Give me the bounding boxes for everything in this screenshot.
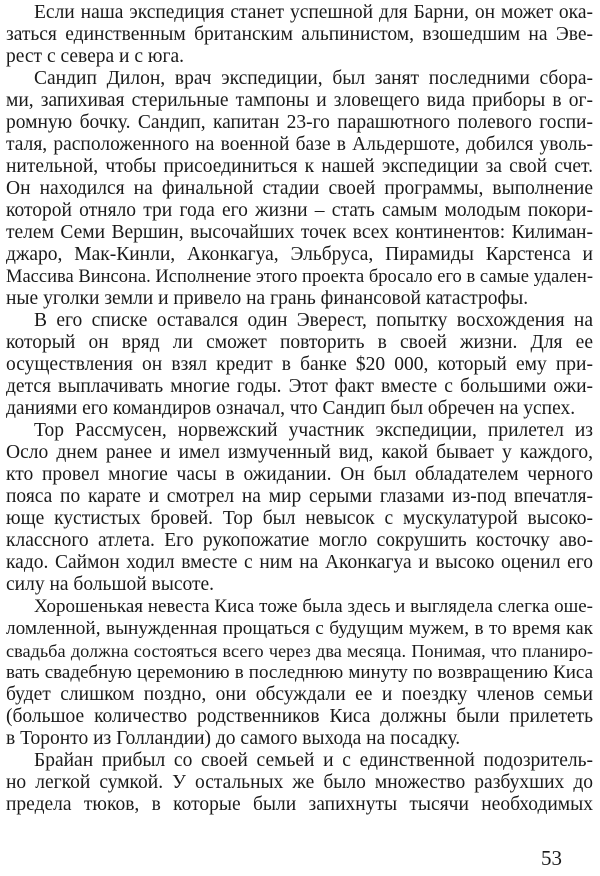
text-line: Осло днем ранее и имел измученный вид, какой бывает у каждого, (6, 442, 593, 463)
text-line: юще кустистых бровей. Тор был невысок с мускулатурой высоко- (6, 508, 593, 529)
text-line: будет слишком поздно, они обсуждали ее и поездку членов семьи (6, 684, 593, 705)
text-line: кто провел многие часы в ожидании. Он был обладателем черного (6, 464, 593, 485)
text-line: ми, запихивая стерильные тампоны и зловещего вида приборы в ог- (6, 90, 593, 111)
text-line: но легкой сумкой. У остальных же было множество разбухших до (6, 772, 593, 793)
text-line: ные уголки земли и привело на грань финансовой катастрофы. (6, 288, 529, 309)
text-line: В его списке оставался один Эверест, попытку восхождения на (34, 310, 593, 331)
text-line: Хорошенькая невеста Киса тоже была здесь и выглядела слегка ошe- (34, 596, 593, 617)
text-line: свадьба должна состояться всего через два месяца. Понимая, что планиро- (6, 641, 593, 661)
text-line: дется выплачивать многие годы. Этот факт вместе с большими ожи- (6, 376, 593, 397)
text-line: таля, расположенного на военной базе в Альдершоте, добился уволь- (6, 134, 593, 155)
text-line: Он находился на финальной стадии своей программы, выполнение (6, 178, 593, 199)
text-line: силу на большой высоте. (6, 574, 215, 595)
text-line: Сандип Дилон, врач экспедиции, был занят последними сбора- (34, 68, 593, 89)
text-line: осуществления он взял кредит в банке $20 000, который ему при- (6, 354, 593, 375)
text-line: Если наша экспедиция станет успешной для Барни, он может ока- (34, 2, 593, 23)
text-line: в Торонто из Голландии) до самого выхода на посадку. (6, 728, 461, 749)
text-line: предела тюков, в которые были запихнуты тысячи необходимых (6, 794, 593, 815)
text-line: даниями его командиров означал, что Сандип был обречен на успех. (6, 398, 576, 419)
text-line: рест с севера и с юга. (6, 46, 184, 67)
body-text (6, 2, 593, 816)
text-line: которой отняло три года его жизни – стать самым молодым покори- (6, 200, 593, 221)
text-line: Тор Рассмусен, норвежский участник экспедиции, прилетел из (34, 420, 593, 441)
text-line: нительной, чтобы присоединиться к нашей экспедиции за свой счет. (6, 156, 593, 177)
text-line: джаро, Мак-Кинли, Аконкагуа, Эльбруса, Пирамиды Карстенса и (6, 244, 593, 265)
text-line: ломленной, вынужденная прощаться с будущим мужем, в то время как (6, 618, 593, 639)
text-line: ромную бочку. Сандип, капитан 23-го парашютного полевого госпи- (6, 112, 593, 133)
text-line: Брайан прибыл со своей семьей и с единственной подозритель- (34, 750, 593, 771)
text-line: кадо. Саймон ходил вместе с ним на Аконкагуа и высоко оценил его (6, 552, 593, 573)
page-number: 53 (541, 846, 562, 870)
text-line: (большое количество родственников Киса должны были прилететь (6, 706, 593, 727)
text-line: телем Семи Вершин, высочайших точек всех континентов: Килиман- (6, 222, 593, 243)
text-line: заться единственным британским альпинистом, взошедшим на Эве- (6, 24, 593, 45)
text-line: пояса по карате и смотрел на мир серыми глазами из-под впечатля- (6, 486, 593, 507)
text-line: классного атлета. Его рукопожатие могло сокрушить косточку аво- (6, 530, 593, 551)
text-line: Массива Винсона. Исполнение этого проекта бросало его в самые удален- (6, 267, 593, 287)
text-line: вать свадебную церемонию в последнюю минуту по возвращению Киса (6, 662, 593, 683)
text-line: который он вряд ли сможет повторить в своей жизни. Для ее (6, 332, 593, 353)
